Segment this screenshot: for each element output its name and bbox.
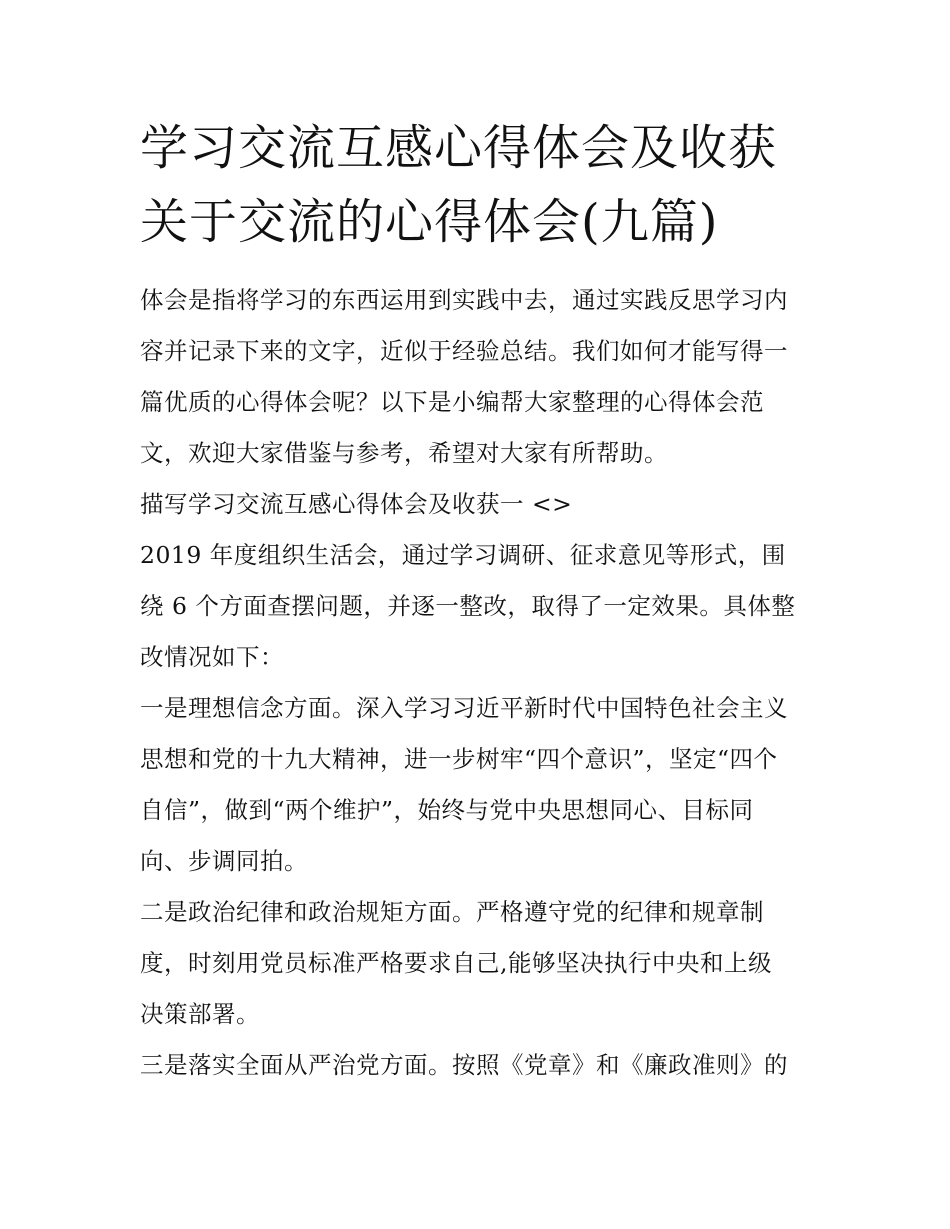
section-heading: 描写学习交流互感心得体会及收获一 <>: [140, 490, 573, 518]
para2-line-2: 思想和党的十九大精神，进一步树牢“四个意识”，坚定“四个: [140, 745, 778, 773]
document-title-line-1: 学习交流互感心得体会及收获: [140, 120, 778, 176]
intro-line-2: 容并记录下来的文字，近似于经验总结。我们如何才能写得一: [140, 337, 788, 365]
intro-line-1: 体会是指将学习的东西运用到实践中去，通过实践反思学习内: [140, 286, 788, 314]
para2-line-4: 向、步调同拍。: [140, 847, 308, 875]
para2-line-1: 一是理想信念方面。深入学习习近平新时代中国特色社会主义: [140, 694, 788, 722]
para3-line-2: 度，时刻用党员标准严格要求自己,能够坚决执行中央和上级: [140, 949, 772, 977]
para3-line-1: 二是政治纪律和政治规矩方面。严格遵守党的纪律和规章制: [140, 898, 764, 926]
para1-line-2: 绕 6 个方面查摆问题，并逐一整改，取得了一定效果。具体整: [140, 592, 796, 620]
intro-line-3: 篇优质的心得体会呢？以下是小编帮大家整理的心得体会范: [140, 388, 764, 416]
para3-line-3: 决策部署。: [140, 1000, 260, 1028]
para4-line-1: 三是落实全面从严治党方面。按照《党章》和《廉政准则》的: [140, 1051, 788, 1079]
para2-line-3: 自信”，做到“两个维护”，始终与党中央思想同心、目标同: [140, 796, 754, 824]
para1-line-3: 改情况如下：: [140, 643, 284, 671]
document-title-line-2: 关于交流的心得体会(九篇): [140, 194, 719, 250]
intro-line-4: 文，欢迎大家借鉴与参考，希望对大家有所帮助。: [140, 439, 668, 467]
para1-line-1: 2019 年度组织生活会，通过学习调研、征求意见等形式，围: [140, 541, 786, 569]
